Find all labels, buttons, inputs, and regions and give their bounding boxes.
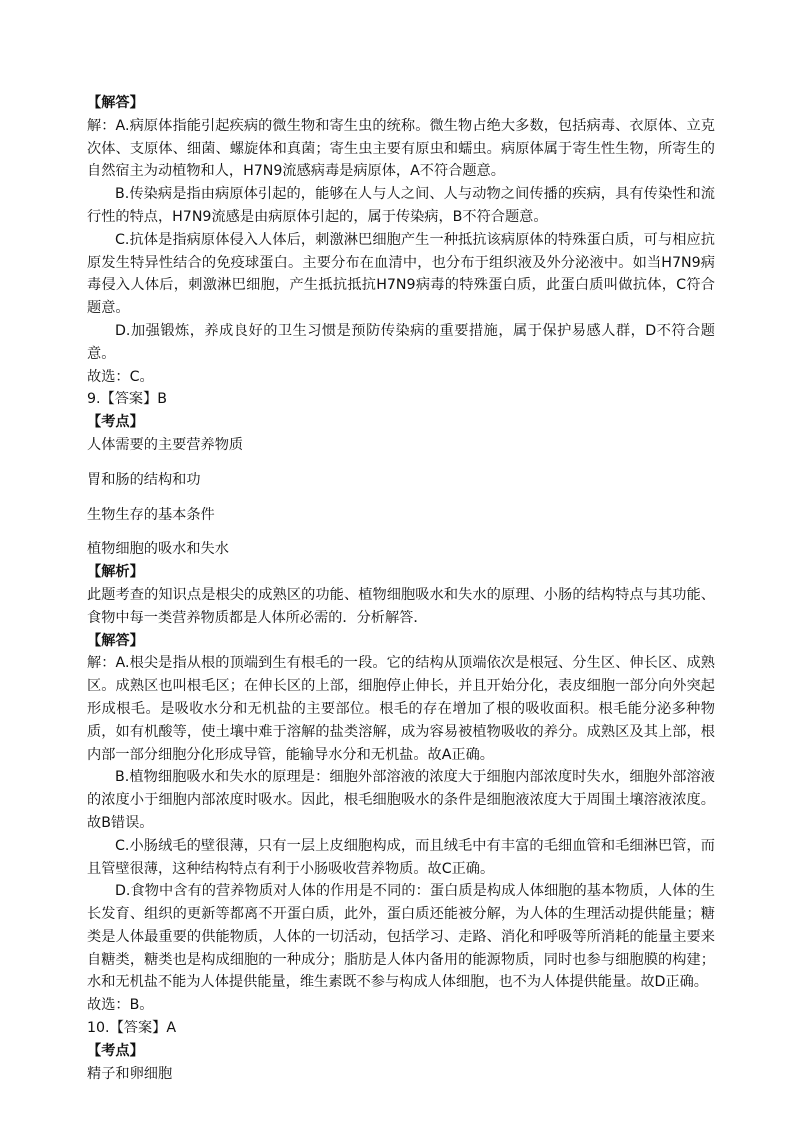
paragraph: 解：A.根尖是指从根的顶端到生有根毛的一段。它的结构从顶端依次是根冠、分生区、伸长区、成熟区。成熟区也叫根毛区；在伸长区的上部，细胞停止伸长，并且开始分化，表皮细胞一部分向外突起形成根毛。是吸收水分和无机盐的主要部位。根毛的存在增加了根的吸收面积。根毛能分泌多种物质，如有机酸等，使土壤中难于溶解的盐类溶解，成为容易被植物吸收的养分。成熟区及其上部，根内部一部分细胞分化形成导管，能输导水分和无机盐。故A正确。 (87, 655, 715, 763)
paragraph: 此题考查的知识点是根尖的成熟区的功能、植物细胞吸水和失水的原理、小肠的结构特点与其功能、食物中每一类营养物质都是人体所必需的．分析解答． (87, 586, 715, 626)
section-heading: 【解答】 (87, 632, 144, 649)
topic-item: 生物生存的基本条件 (87, 506, 215, 523)
paragraph: B.传染病是指由病原体引起的，能够在人与人之间、人与动物之间传播的疾病，具有传染性和流行性的特点，H7N9流感是由病原体引起的，属于传染病，B不符合题意。 (87, 186, 715, 225)
section-heading: 【考点】 (87, 414, 144, 431)
paragraph: D.加强锻炼，养成良好的卫生习惯是预防传染病的重要措施，属于保护易感人群，D不符合题意。 (87, 322, 715, 362)
document-page (87, 92, 715, 1085)
topic-item: 胃和肠的结构和功 (87, 471, 201, 488)
section-heading: 【考点】 (87, 1042, 144, 1059)
paragraph: 故选：B。 (87, 997, 154, 1014)
paragraph: 故选：C。 (87, 368, 154, 385)
answer-line: 10.【答案】A (87, 1020, 177, 1037)
topic-item: 人体需要的主要营养物质 (87, 436, 244, 453)
section-heading: 【解析】 (87, 564, 144, 581)
answer-line: 9.【答案】B (87, 391, 168, 408)
paragraph: D.食物中含有的营养物质对人体的作用是不同的：蛋白质是构成人体细胞的基本物质，人体的生长发育、组织的更新等都离不开蛋白质，此外，蛋白质还能被分解，为人体的生理活动提供能量；糖类是人体最重要的供能物质，人体的一切活动，包括学习、走路、消化和呼吸等所消耗的能量主要来自糖类，糖类也是构成细胞的一种成分；脂肪是人体内备用的能源物质，同时也参与细胞膜的构建；水和无机盐不能为人体提供能量，维生素既不参与构成人体细胞，也不为人体提供能量。故D正确。 (87, 883, 715, 991)
topic-item: 精子和卵细胞 (87, 1065, 173, 1082)
paragraph: C.小肠绒毛的壁很薄，只有一层上皮细胞构成，而且绒毛中有丰富的毛细血管和毛细淋巴管，而且管壁很薄，这种结构特点有利于小肠吸收营养物质。故C正确。 (87, 837, 715, 877)
topic-item: 植物细胞的吸水和失水 (87, 541, 229, 558)
paragraph: 解：A.病原体指能引起疾病的微生物和寄生虫的统称。微生物占绝大多数，包括病毒、衣原体、立克次体、支原体、细菌、螺旋体和真菌；寄生虫主要有原虫和蠕虫。病原体属于寄生性生物，所寄生的自然宿主为动植物和人，H7N9流感病毒是病原体，A不符合题意。 (87, 117, 715, 180)
section-heading: 【解答】 (87, 95, 144, 111)
paragraph: B.植物细胞吸水和失水的原理是：细胞外部溶液的浓度大于细胞内部浓度时失水，细胞外部溶液的浓度小于细胞内部浓度时吸水。因此，根毛细胞吸水的条件是细胞液浓度大于周围土壤溶液浓度。故B错误。 (87, 769, 715, 831)
paragraph: C.抗体是指病原体侵入人体后，刺激淋巴细胞产生一种抵抗该病原体的特殊蛋白质，可与相应抗原发生特异性结合的免疫球蛋白。主要分布在血清中，也分布于组织液及外分泌液中。如当H7N9病毒侵入人体后，刺激淋巴细胞，产生抵抗抵抗H7N9病毒的特殊蛋白质，此蛋白质叫做抗体，C符合题意。 (87, 231, 715, 317)
